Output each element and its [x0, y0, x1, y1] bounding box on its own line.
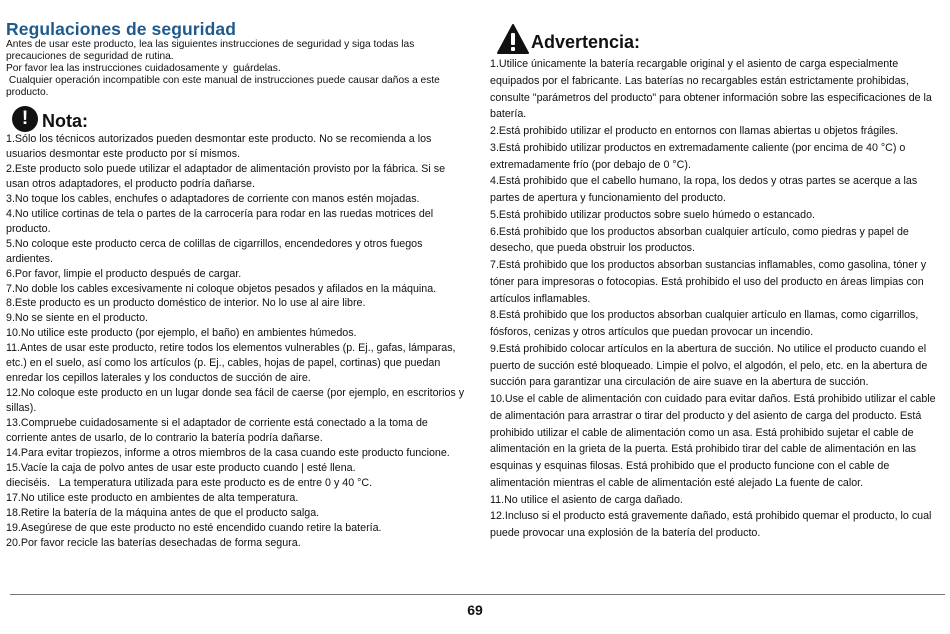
page-number: 69 — [467, 602, 483, 618]
list-item: 18.Retire la batería de la máquina antes de que el producto salga. — [6, 506, 320, 519]
intro-paragraph — [6, 39, 466, 99]
list-item: 7.No doble los cables excesivamente ni coloque objetos pesados y afilados en la máquina. — [6, 282, 437, 295]
advertencia-heading — [497, 20, 640, 54]
list-item: 6.Por favor, limpie el producto después de cargar. — [6, 267, 242, 280]
list-item: 13.Compruebe cuidadosamente si el adaptador de corriente está conectado a la toma de corriente antes de usarlo, de lo contrario la batería podría dañarse. — [6, 417, 428, 445]
list-item: 12.Incluso si el producto está gravemente dañado, está prohibido quemar el producto, lo cual puede provocar una explosión de la batería del producto. — [490, 510, 932, 539]
warning-triangle-icon — [497, 24, 529, 54]
list-item: 1.Sólo los técnicos autorizados pueden desmontar este producto. No se recomienda a los usuarios desmontar este producto por sí mismos. — [6, 133, 432, 160]
footer-divider — [10, 594, 945, 595]
list-item: 7.Está prohibido que los productos absorban sustancias inflamables, como gasolina, tóner y tóner para impresoras o fotocopias. Está prohibido el uso del producto en áreas limpias con artículos inflamables. — [490, 259, 927, 305]
list-item: 11.No utilice el asiento de carga dañado. — [490, 493, 683, 506]
list-item: 12.No coloque este producto en un lugar donde sea fácil de caerse (por ejemplo, en escritorios y sillas). — [6, 387, 465, 415]
list-item: 3.No toque los cables, enchufes o adaptadores de corriente con manos estén mojadas. — [6, 192, 420, 205]
nota-heading — [12, 104, 88, 134]
list-item: 10.Use el cable de alimentación con cuidado para evitar daños. Está prohibido utilizar el cable de alimentación para arrastrar o tirar del producto y del asiento de carga del producto. Está prohibido utilizar el cable de alimentación como un asa. Está prohibido sujetar el cable de alimentación en la grieta de la puerta. Está prohibido tirar del cable de alimentación en las esquinas y esquinas filosas. Está prohibido que el producto funcione con el cable de alimentación mientras el cable de alimentación esté alejado La fuente de calor. — [490, 393, 936, 489]
list-item: 6.Está prohibido que los productos absorban cualquier artículo, como piedras y papel de desecho, que pueda obstruir los productos. — [490, 225, 909, 255]
list-item: 4.Está prohibido que el cabello humano, la ropa, los dedos y otras partes se acerque a las partes de apertura y funcionamiento del producto. — [490, 175, 918, 204]
list-item: 2.Está prohibido utilizar el producto en entornos con llamas abiertas u objetos frágiles. — [490, 125, 899, 137]
list-item: 9.Está prohibido colocar artículos en la abertura de succión. No utilice el producto cuando el puerto de succión esté bloqueado. Limpie el polvo, el algodón, el pelo, etc. en la abertura de succión para garantizar una circulación de aire suave en la abertura de succión. — [490, 342, 928, 389]
intro-line: Cualquier operación incompatible con este manual de instrucciones puede causar daños a este — [6, 75, 440, 86]
nota-label: Nota: — [42, 110, 88, 131]
intro-line: Antes de usar este producto, lea las siguientes instrucciones de seguridad y siga todas las — [6, 39, 415, 50]
list-item: 5.No coloque este producto cerca de colillas de cigarrillos, encendedores y otros fuegos ardientes. — [6, 237, 423, 265]
list-item: 5.Está prohibido utilizar productos sobre suelo húmedo o estancado. — [490, 208, 815, 221]
list-item: 4.No utilice cortinas de tela o partes de la carrocería para rodar en las ruedas motrices del producto. — [6, 207, 434, 235]
intro-line: Por favor lea las instrucciones cuidadosamente y guárdelas. — [6, 63, 281, 74]
list-item: 10.No utilice este producto (por ejemplo, el baño) en ambientes húmedos. — [6, 327, 357, 340]
list-item: 14.Para evitar tropiezos, informe a otros miembros de la casa cuando este producto funcione. — [6, 447, 450, 460]
exclamation-circle-icon: ! — [12, 106, 38, 132]
advertencia-list — [490, 56, 945, 542]
list-item: 3.Está prohibido utilizar productos en extremadamente caliente (por encima de 40 °C) o extremadamente frío (por debajo de 0 °C). — [490, 141, 906, 171]
intro-line: producto. — [6, 87, 49, 98]
intro-line: precauciones de seguridad de rutina. — [6, 51, 174, 62]
list-item: 1.Utilice únicamente la batería recargable original y el asiento de carga especialmente equipados por el fabricante. Las baterías no recargables están estrictamente prohibidas, consulte "parámetros del producto" para obtener información sobre las especificaciones de la batería. — [490, 58, 932, 121]
section-title: Regulaciones de seguridad — [6, 19, 237, 39]
list-item: 20.Por favor recicle las baterías desechadas de forma segura. — [6, 536, 301, 549]
list-item: 19.Asegúrese de que este producto no esté encendido cuando retire la batería. — [6, 521, 382, 534]
list-item: 9.No se siente en el producto. — [6, 312, 148, 325]
list-item: 11.Antes de usar este producto, retire todos los elementos vulnerables (p. Ej., gafas, lámparas, etc.) en el suelo, así como los artículos (p. Ej., cables, hojas de papel, cortinas) que puedan enredar los cepillos laterales y los conductos de succión de aire. — [6, 342, 456, 385]
advertencia-label: Advertencia: — [531, 32, 641, 52]
list-item: 15.Vacíe la caja de polvo antes de usar este producto cuando | esté llena. — [6, 461, 356, 474]
list-item: 17.No utilice este producto en ambientes de alta temperatura. — [6, 491, 299, 504]
list-item: dieciséis. La temperatura utilizada para este producto es de entre 0 y 40 °C. — [6, 476, 373, 489]
list-item: 8.Este producto es un producto doméstico de interior. No lo use al aire libre. — [6, 297, 366, 310]
nota-list — [6, 132, 466, 551]
list-item: 2.Este producto solo puede utilizar el adaptador de alimentación provisto por la fábrica. Si se usan otros adaptadores, el producto podría dañarse. — [6, 162, 446, 190]
list-item: 8.Está prohibido que los productos absorban cualquier artículo en llamas, como cigarrillos, fósforos, cenizas y otros artículos que puedan provocar un incendio. — [490, 309, 919, 338]
